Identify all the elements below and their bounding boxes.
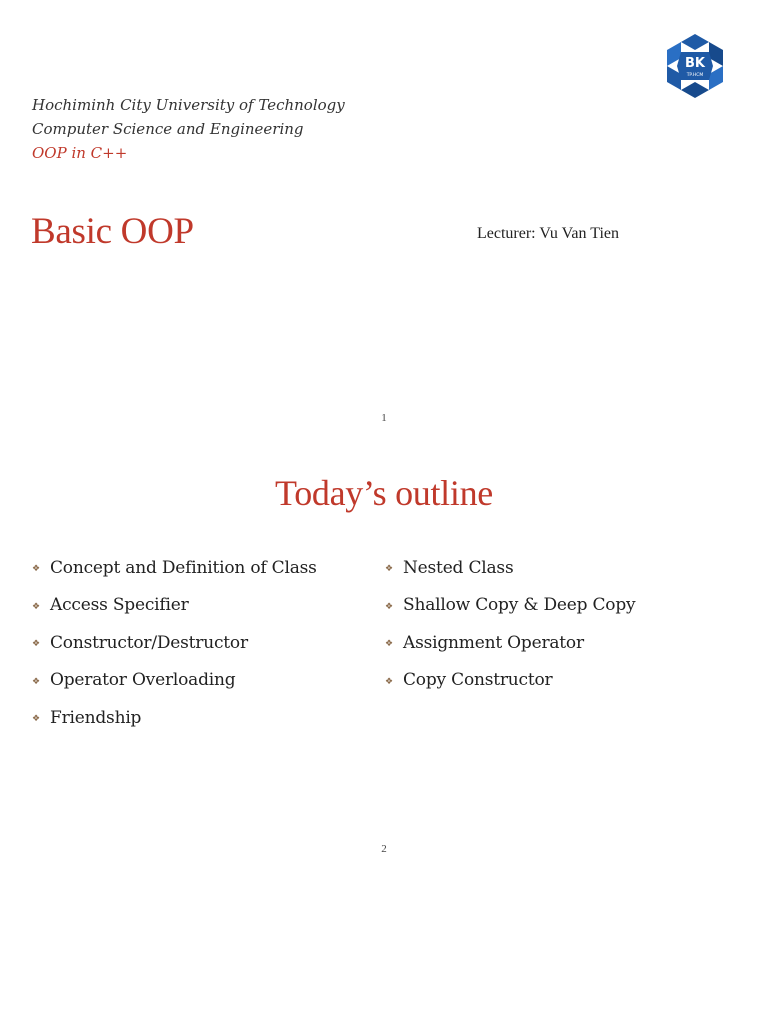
diamond-bullet-icon: ❖ (385, 639, 394, 650)
diamond-bullet-icon: ❖ (32, 564, 41, 575)
logo-text: BK (685, 56, 705, 71)
slide-1 (0, 0, 768, 432)
diamond-bullet-icon: ❖ (385, 564, 394, 575)
bk-logo (661, 32, 729, 100)
page-number: 2 (381, 843, 387, 855)
diamond-bullet-icon: ❖ (32, 639, 41, 650)
institution-name: Hochiminh City University of Technology (32, 96, 345, 114)
list-item-label: Friendship (50, 707, 142, 728)
list-item (385, 587, 745, 625)
list-item (32, 587, 372, 625)
list-item (385, 662, 745, 700)
list-item-label: Copy Constructor (403, 670, 553, 691)
diamond-bullet-icon: ❖ (32, 676, 41, 687)
list-item (32, 549, 372, 587)
outline-list-right (385, 549, 745, 699)
list-item-label: Access Specifier (50, 595, 189, 616)
list-item-label: Assignment Operator (403, 632, 584, 653)
logo-subtext: TP.HCM (686, 73, 704, 78)
department-name: Computer Science and Engineering (32, 120, 304, 138)
page-number: 1 (381, 412, 387, 424)
list-item-label: Concept and Definition of Class (50, 557, 317, 578)
list-item-label: Nested Class (403, 557, 514, 578)
list-item-label: Constructor/Destructor (50, 632, 248, 653)
list-item (32, 699, 372, 737)
list-item-label: Operator Overloading (50, 670, 236, 691)
outline-list-left (32, 549, 372, 737)
list-item-label: Shallow Copy & Deep Copy (403, 595, 636, 616)
slide-2 (0, 432, 768, 864)
list-item (32, 662, 372, 700)
diamond-bullet-icon: ❖ (32, 714, 41, 725)
diamond-bullet-icon: ❖ (385, 601, 394, 612)
list-item (385, 624, 745, 662)
course-name: OOP in C++ (32, 144, 128, 162)
list-item (32, 624, 372, 662)
outline-title: Today’s outline (275, 473, 493, 513)
diamond-bullet-icon: ❖ (32, 601, 41, 612)
diamond-bullet-icon: ❖ (385, 676, 394, 687)
lecturer-name: Lecturer: Vu Van Tien (477, 225, 619, 242)
list-item (385, 549, 745, 587)
slide-title: Basic OOP (31, 211, 194, 252)
